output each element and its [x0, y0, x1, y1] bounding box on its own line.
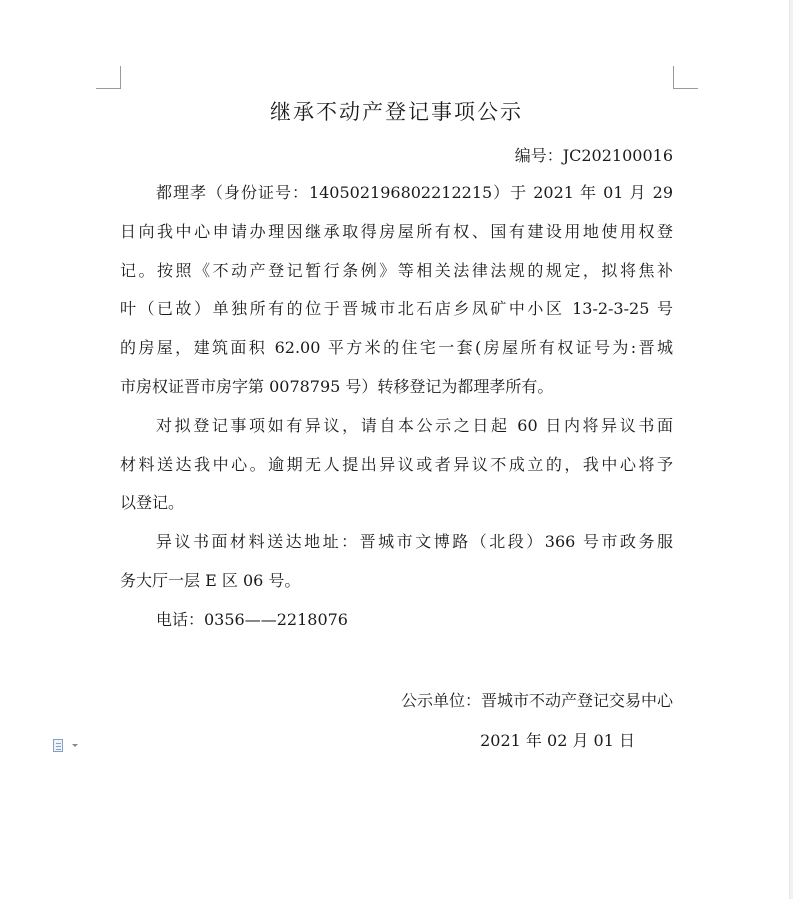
text-line: 的房屋，建筑面积 62.00 平方米的住宅一套(房屋所有权证号为:晋城	[120, 338, 673, 358]
date-line: 2021 年 02 月 01 日	[480, 731, 635, 751]
paste-options-widget[interactable]	[53, 739, 81, 753]
issuer-line: 公示单位：晋城市不动产登记交易中心	[400, 690, 673, 710]
text-line: 对拟登记事项如有异议，请自本公示之日起 60 日内将异议书面	[156, 415, 673, 435]
text-line: 都理孝（身份证号：140502196802212215）于 2021 年 01 月 29	[156, 183, 673, 202]
serial-number: 编号：JC202100016	[514, 146, 673, 165]
phone-line: 电话：0356——2218076	[156, 609, 348, 629]
text-line: 材料送达我中心。逾期无人提出异议或者异议不成立的，我中心将予	[120, 454, 673, 474]
text-line: 市房权证晋市房字第 0078795 号）转移登记为都理孝所有。	[120, 376, 554, 396]
text-line: 日向我中心申请办理因继承取得房屋所有权、国有建设用地使用权登	[120, 221, 673, 241]
text-line: 务大厅一层 E 区 06 号。	[120, 570, 301, 590]
document-title: 继承不动产登记事项公示	[270, 100, 523, 124]
paragraph-objection	[120, 407, 673, 523]
blank-line	[120, 640, 673, 682]
text-line: 叶（已故）单独所有的位于晋城市北石店乡凤矿中小区 13-2-3-25 号	[120, 299, 673, 319]
page-scroll-edge	[789, 0, 793, 899]
chevron-down-icon	[72, 744, 78, 747]
paragraph-address	[120, 523, 673, 601]
margin-corner-top-right	[673, 66, 698, 89]
margin-corner-top-left	[96, 66, 121, 89]
text-line: 记。按照《不动产登记暂行条例》等相关法律法规的规定，拟将焦补	[120, 260, 673, 280]
text-line: 以登记。	[120, 493, 185, 513]
document-body	[120, 174, 673, 761]
document-icon	[53, 739, 63, 752]
paragraph-application	[120, 174, 673, 407]
text-line: 异议书面材料送达地址：晋城市文博路（北段）366 号市政务服	[156, 532, 673, 552]
